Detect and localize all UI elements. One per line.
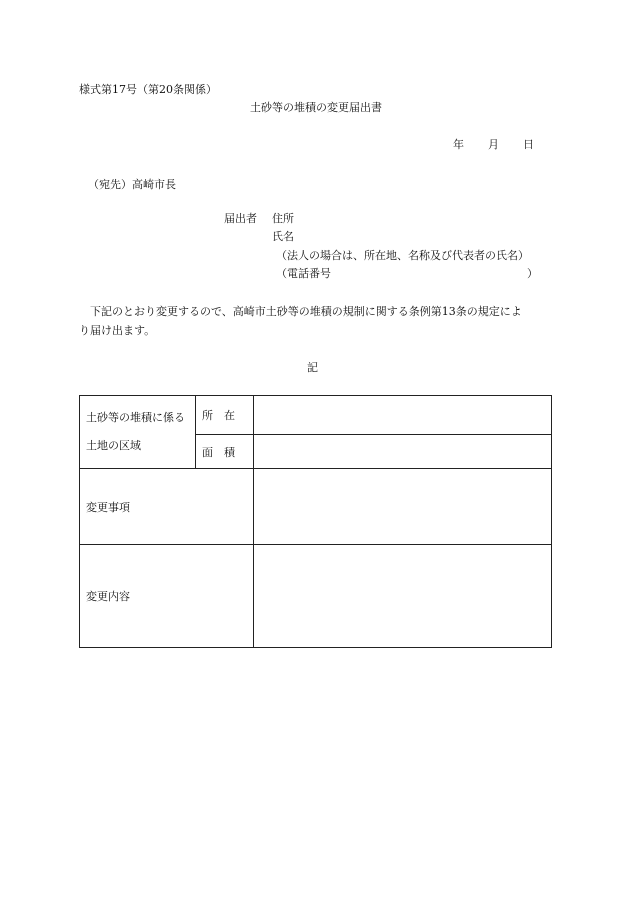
size-label: 面 積 [196,435,254,469]
ki-heading: 記 [307,361,318,374]
change-items-label: 変更事項 [80,469,254,545]
phone-label: （電話番号 [276,267,331,280]
name-label: 氏名 [272,230,294,243]
notifier-label: 届出者 [224,212,257,225]
page-title: 土砂等の堆積の変更届出書 [250,101,382,114]
date-month: 月 [488,138,499,151]
details-table [79,395,552,648]
change-content-value[interactable] [254,545,552,648]
change-items-value[interactable] [254,469,552,545]
date-day: 日 [523,138,534,151]
form-number: 様式第17号（第20条関係） [79,83,217,96]
change-content-label: 変更内容 [80,545,254,648]
size-value[interactable] [254,435,552,469]
date-year: 年 [453,138,464,151]
phone-close: ） [527,267,538,280]
addressee: （宛先）高崎市長 [88,178,176,191]
area-label-cell [80,396,196,469]
body-text-line-1: 下記のとおり変更するので、高崎市土砂等の堆積の規制に関する条例第13条の規定によ [90,305,522,318]
address-label: 住所 [272,212,294,225]
corporate-note: （法人の場合は、所在地、名称及び代表者の氏名） [276,249,529,262]
area-label-line-2: 土地の区域 [86,439,141,452]
body-text-line-2: り届け出ます。 [79,324,156,337]
area-label-line-1: 土砂等の堆積に係る [86,411,185,424]
location-value[interactable] [254,396,552,435]
location-label: 所 在 [196,396,254,435]
